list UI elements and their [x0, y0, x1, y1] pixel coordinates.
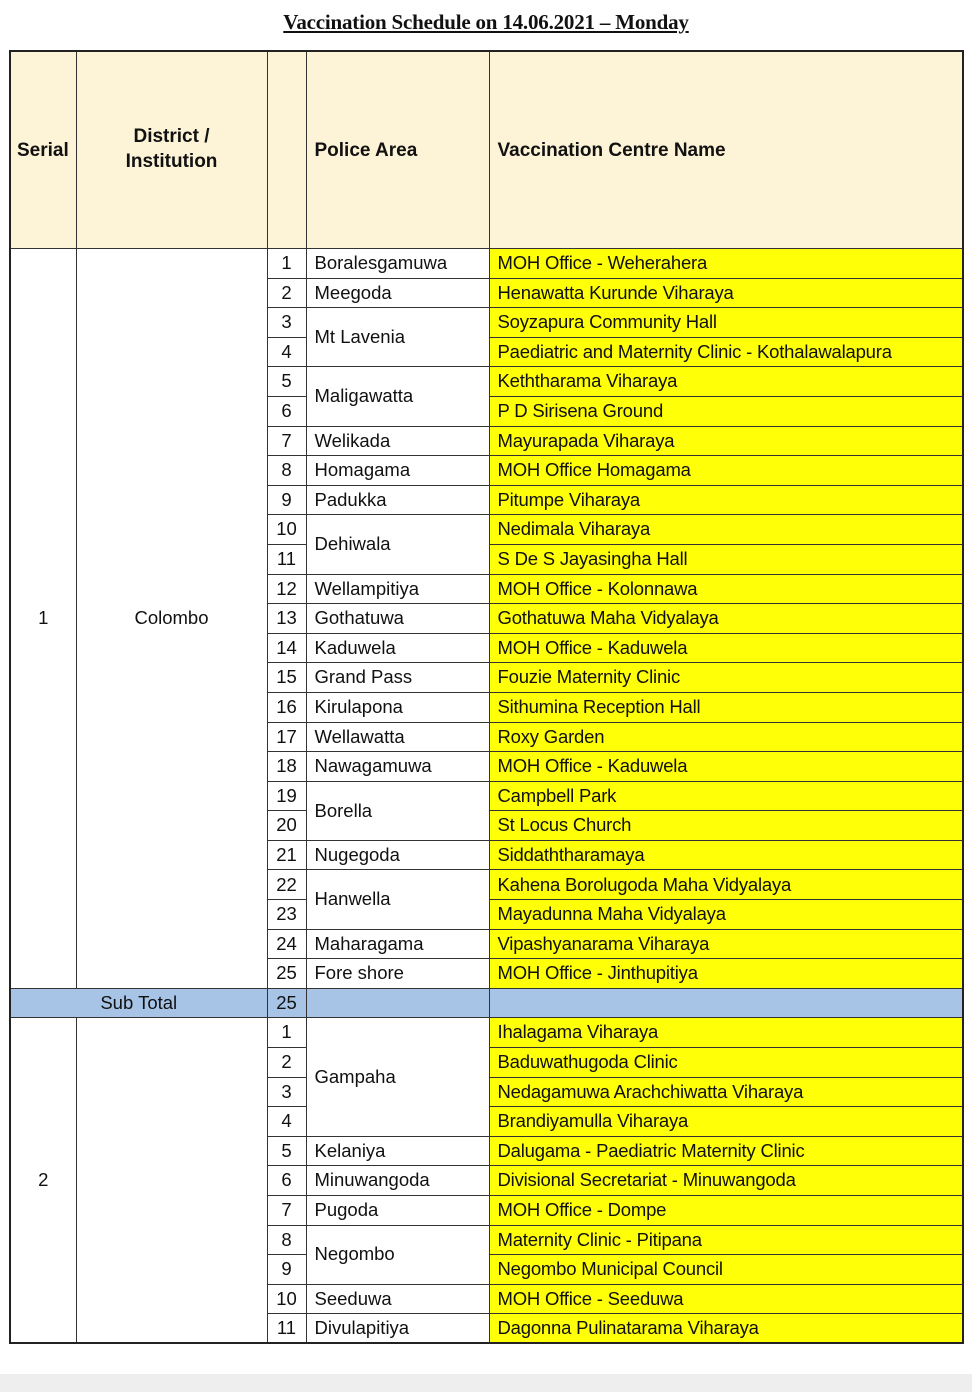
subtotal-row [10, 988, 963, 1018]
police-area-cell: Maligawatta [306, 367, 489, 426]
police-area-cell: Maharagama [306, 929, 489, 959]
vaccination-centre-cell: Negombo Municipal Council [489, 1255, 963, 1285]
police-area-cell: Gampaha [306, 1018, 489, 1136]
serial-cell: 2 [10, 1018, 76, 1344]
row-number: 8 [267, 456, 306, 486]
row-number: 9 [267, 1255, 306, 1285]
vaccination-centre-cell: Nedimala Viharaya [489, 515, 963, 545]
column-header-district-label: District / Institution [125, 126, 218, 172]
vaccination-centre-cell: Maternity Clinic - Pitipana [489, 1225, 963, 1255]
district-cell: Colombo [76, 249, 267, 989]
police-area-cell: Kirulapona [306, 692, 489, 722]
vaccination-centre-cell: Paediatric and Maternity Clinic - Kothalawalapura [489, 337, 963, 367]
vaccination-centre-cell: Dagonna Pulinatarama Viharaya [489, 1314, 963, 1344]
police-area-cell: Boralesgamuwa [306, 249, 489, 279]
row-number: 6 [267, 396, 306, 426]
vaccination-centre-cell: Mayadunna Maha Vidyalaya [489, 900, 963, 930]
row-number: 16 [267, 692, 306, 722]
row-number: 5 [267, 367, 306, 397]
vaccination-centre-cell: Ihalagama Viharaya [489, 1018, 963, 1048]
police-area-cell: Kelaniya [306, 1136, 489, 1166]
row-number: 22 [267, 870, 306, 900]
row-number: 4 [267, 337, 306, 367]
vaccination-centre-cell: Campbell Park [489, 781, 963, 811]
subtotal-count: 25 [267, 988, 306, 1018]
row-number: 14 [267, 633, 306, 663]
column-header-district [76, 51, 267, 249]
vaccination-centre-cell: Gothatuwa Maha Vidyalaya [489, 604, 963, 634]
row-number: 11 [267, 1314, 306, 1344]
vaccination-centre-cell: Dalugama - Paediatric Maternity Clinic [489, 1136, 963, 1166]
row-number: 21 [267, 840, 306, 870]
row-number: 6 [267, 1166, 306, 1196]
vaccination-centre-cell: Fouzie Maternity Clinic [489, 663, 963, 693]
vaccination-centre-cell: MOH Office - Weherahera [489, 249, 963, 279]
row-number: 25 [267, 959, 306, 989]
vaccination-schedule-table [9, 50, 964, 1344]
table-header-row [10, 51, 963, 249]
row-number: 3 [267, 1077, 306, 1107]
row-number: 7 [267, 1196, 306, 1226]
police-area-cell: Kaduwela [306, 633, 489, 663]
row-number: 2 [267, 1048, 306, 1078]
row-number: 2 [267, 278, 306, 308]
police-area-cell: Borella [306, 781, 489, 840]
police-area-cell: Nugegoda [306, 840, 489, 870]
vaccination-centre-cell: Baduwathugoda Clinic [489, 1048, 963, 1078]
police-area-cell: Wellampitiya [306, 574, 489, 604]
vaccination-centre-cell: MOH Office - Kaduwela [489, 752, 963, 782]
vaccination-centre-cell: Sithumina Reception Hall [489, 692, 963, 722]
vaccination-centre-cell: P D Sirisena Ground [489, 396, 963, 426]
vaccination-centre-cell: MOH Office - Kolonnawa [489, 574, 963, 604]
row-number: 9 [267, 485, 306, 515]
vaccination-centre-cell: MOH Office Homagama [489, 456, 963, 486]
vaccination-centre-cell: Brandiyamulla Viharaya [489, 1107, 963, 1137]
police-area-cell: Pugoda [306, 1196, 489, 1226]
subtotal-empty-centre [489, 988, 963, 1018]
police-area-cell: Grand Pass [306, 663, 489, 693]
column-header-centre: Vaccination Centre Name [489, 51, 963, 249]
police-area-cell: Seeduwa [306, 1284, 489, 1314]
police-area-cell: Padukka [306, 485, 489, 515]
row-number: 24 [267, 929, 306, 959]
police-area-cell: Dehiwala [306, 515, 489, 574]
row-number: 10 [267, 515, 306, 545]
row-number: 3 [267, 308, 306, 338]
police-area-cell: Welikada [306, 426, 489, 456]
police-area-cell: Nawagamuwa [306, 752, 489, 782]
column-header-number [267, 51, 306, 249]
table-row [10, 1018, 963, 1048]
district-cell [76, 1018, 267, 1344]
police-area-cell: Wellawatta [306, 722, 489, 752]
vaccination-centre-cell: MOH Office - Seeduwa [489, 1284, 963, 1314]
page-title: Vaccination Schedule on 14.06.2021 – Monday [283, 10, 689, 34]
vaccination-centre-cell: Nedagamuwa Arachchiwatta Viharaya [489, 1077, 963, 1107]
vaccination-centre-cell: Pitumpe Viharaya [489, 485, 963, 515]
row-number: 8 [267, 1225, 306, 1255]
row-number: 4 [267, 1107, 306, 1137]
vaccination-centre-cell: S De S Jayasingha Hall [489, 544, 963, 574]
vaccination-centre-cell: Divisional Secretariat - Minuwangoda [489, 1166, 963, 1196]
row-number: 11 [267, 544, 306, 574]
column-header-serial: Serial [10, 51, 76, 249]
subtotal-label: Sub Total [10, 988, 267, 1018]
police-area-cell: Homagama [306, 456, 489, 486]
row-number: 5 [267, 1136, 306, 1166]
table-row [10, 249, 963, 279]
row-number: 1 [267, 1018, 306, 1048]
row-number: 10 [267, 1284, 306, 1314]
vaccination-centre-cell: MOH Office - Kaduwela [489, 633, 963, 663]
vaccination-centre-cell: Kahena Borolugoda Maha Vidyalaya [489, 870, 963, 900]
row-number: 17 [267, 722, 306, 752]
vaccination-centre-cell: Roxy Garden [489, 722, 963, 752]
police-area-cell: Fore shore [306, 959, 489, 989]
police-area-cell: Hanwella [306, 870, 489, 929]
vaccination-centre-cell: Soyzapura Community Hall [489, 308, 963, 338]
vaccination-centre-cell: MOH Office - Dompe [489, 1196, 963, 1226]
vaccination-centre-cell: St Locus Church [489, 811, 963, 841]
table-body [10, 249, 963, 1344]
vaccination-centre-cell: Henawatta Kurunde Viharaya [489, 278, 963, 308]
vaccination-centre-cell: MOH Office - Jinthupitiya [489, 959, 963, 989]
vaccination-centre-cell: Siddaththaramaya [489, 840, 963, 870]
row-number: 19 [267, 781, 306, 811]
vaccination-centre-cell: Keththarama Viharaya [489, 367, 963, 397]
row-number: 23 [267, 900, 306, 930]
page-bottom-edge [0, 1374, 972, 1392]
police-area-cell: Negombo [306, 1225, 489, 1284]
police-area-cell: Meegoda [306, 278, 489, 308]
row-number: 12 [267, 574, 306, 604]
police-area-cell: Mt Lavenia [306, 308, 489, 367]
vaccination-centre-cell: Mayurapada Viharaya [489, 426, 963, 456]
row-number: 15 [267, 663, 306, 693]
row-number: 1 [267, 249, 306, 279]
subtotal-empty-police [306, 988, 489, 1018]
police-area-cell: Minuwangoda [306, 1166, 489, 1196]
row-number: 13 [267, 604, 306, 634]
police-area-cell: Gothatuwa [306, 604, 489, 634]
vaccination-centre-cell: Vipashyanarama Viharaya [489, 929, 963, 959]
row-number: 20 [267, 811, 306, 841]
police-area-cell: Divulapitiya [306, 1314, 489, 1344]
row-number: 18 [267, 752, 306, 782]
row-number: 7 [267, 426, 306, 456]
serial-cell: 1 [10, 249, 76, 989]
column-header-police-area: Police Area [306, 51, 489, 249]
